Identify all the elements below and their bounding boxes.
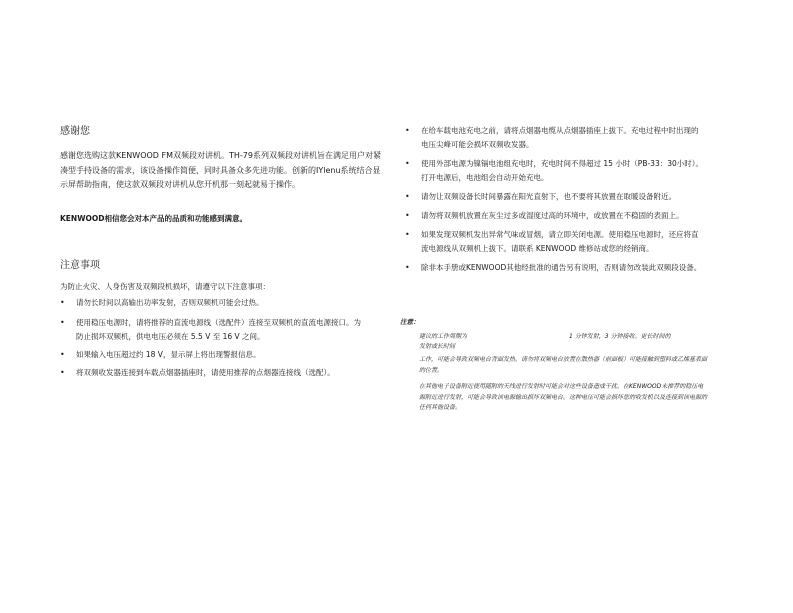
bullet-icon: • bbox=[405, 192, 410, 201]
list-item-text: 如果输入电压超过约 18 V，显示屏上将出现警报信息。 bbox=[76, 350, 261, 359]
list-item bbox=[60, 316, 365, 344]
note-row-right: 1 分钟发射，3 分钟接收。更长时间的 bbox=[569, 333, 671, 340]
bullet-icon: • bbox=[60, 368, 65, 377]
precautions-list-right bbox=[405, 124, 705, 275]
note-paragraph-2: 在其他电子设备附近使用随附的天线进行发射时可能会对这些设备造成干扰。在KENWOOD未推荐的稳压电源附近进行发射，可能会导致该电源输出损坏双频电台。这种电压可能会损坏您的收发机以及连接到该电源的任何其他设备。 bbox=[419, 383, 708, 411]
note-duty-cycle-row bbox=[419, 331, 709, 341]
list-item bbox=[405, 157, 705, 185]
bullet-icon: • bbox=[405, 159, 410, 168]
trust-statement: KENWOOD相信您会对本产品的品质和功能感到满意。 bbox=[60, 214, 247, 223]
bullet-icon: • bbox=[405, 263, 410, 272]
list-item-text: 除非本手册或KENWOOD其他经批准的通告另有说明，否则请勿改装此双频段设备。 bbox=[421, 263, 702, 272]
bullet-icon: • bbox=[405, 126, 410, 135]
list-item-text: 请勿将双频机放置在灰尘过多或湿度过高的环境中，或放置在不稳固的表面上。 bbox=[421, 211, 684, 220]
bullet-icon: • bbox=[60, 350, 65, 359]
list-item-text: 在给车载电池充电之前，请将点烟器电缆从点烟器插座上拔下。充电过程中时出现的电压尖峰可能会损坏双频收发器。 bbox=[421, 126, 699, 149]
list-item bbox=[405, 124, 705, 152]
note-row-left: 建议的工作周期为 bbox=[419, 333, 468, 340]
list-item bbox=[405, 190, 705, 204]
list-item bbox=[60, 366, 365, 380]
note-line-2: 发射或长时间 bbox=[419, 343, 456, 350]
list-item bbox=[60, 348, 365, 362]
list-item-text: 使用稳压电源时，请将推荐的直流电源线（选配件）连接至双频机的直流电源接口。为防止损坏双频机，供电电压必须在 5.5 V 至 16 V 之间。 bbox=[76, 318, 361, 341]
bullet-icon: • bbox=[60, 298, 65, 307]
intro-paragraph: 感谢您选购这款KENWOOD FM双频段对讲机。TH-79系列双频段对讲机旨在满足用户对紧凑型手持设备的需求，该设备操作简便，同时具备众多先进功能。创新的IYlenu系统结合显示屏帮助指南，使这款双频段对讲机从您开机那一刻起就易于操作。 bbox=[60, 151, 381, 189]
list-item-text: 使用外部电源为镍镉电池组充电时，充电时间不得超过 15 小时（PB-33：30小时）。打开电源后，电池组会自动开始充电。 bbox=[421, 159, 704, 182]
list-item-text: 请勿长时间以高输出功率发射，否则双频机可能会过热。 bbox=[76, 298, 264, 307]
thanks-heading: 感谢您 bbox=[60, 126, 90, 137]
note-label: 注意： bbox=[400, 318, 420, 326]
list-item-text: 请勿让双频设备长时间暴露在阳光直射下，也不要将其放置在取暖设备附近。 bbox=[421, 192, 676, 201]
precautions-list-left bbox=[60, 296, 365, 380]
list-item-text: 将双频收发器连接到车载点烟器插座时，请使用推荐的点烟器连接线（选配）。 bbox=[76, 368, 335, 377]
notice-intro: 为防止火灾、人身伤害及双频段机损坏，请遵守以下注意事项： bbox=[60, 282, 270, 291]
list-item bbox=[405, 261, 705, 275]
list-item bbox=[60, 296, 365, 310]
list-item bbox=[405, 209, 705, 223]
bullet-icon: • bbox=[405, 211, 410, 220]
list-item-text: 如果发现双频机发出异常气味或冒烟，请立即关闭电源。使用稳压电源时，还应将直流电源线从双频机上拔下。请联系 KENWOOD 维修站或您的经销商。 bbox=[421, 230, 699, 253]
list-item bbox=[405, 228, 705, 256]
bullet-icon: • bbox=[405, 230, 410, 239]
notice-heading: 注意事项 bbox=[60, 260, 100, 271]
bullet-icon: • bbox=[60, 318, 65, 327]
note-paragraph-1: 工作，可能会导致双频电台背面发热。请勿将双频电台放置在散热器（前面板）可能接触到塑料或乙烯基表面的位置。 bbox=[419, 356, 708, 374]
